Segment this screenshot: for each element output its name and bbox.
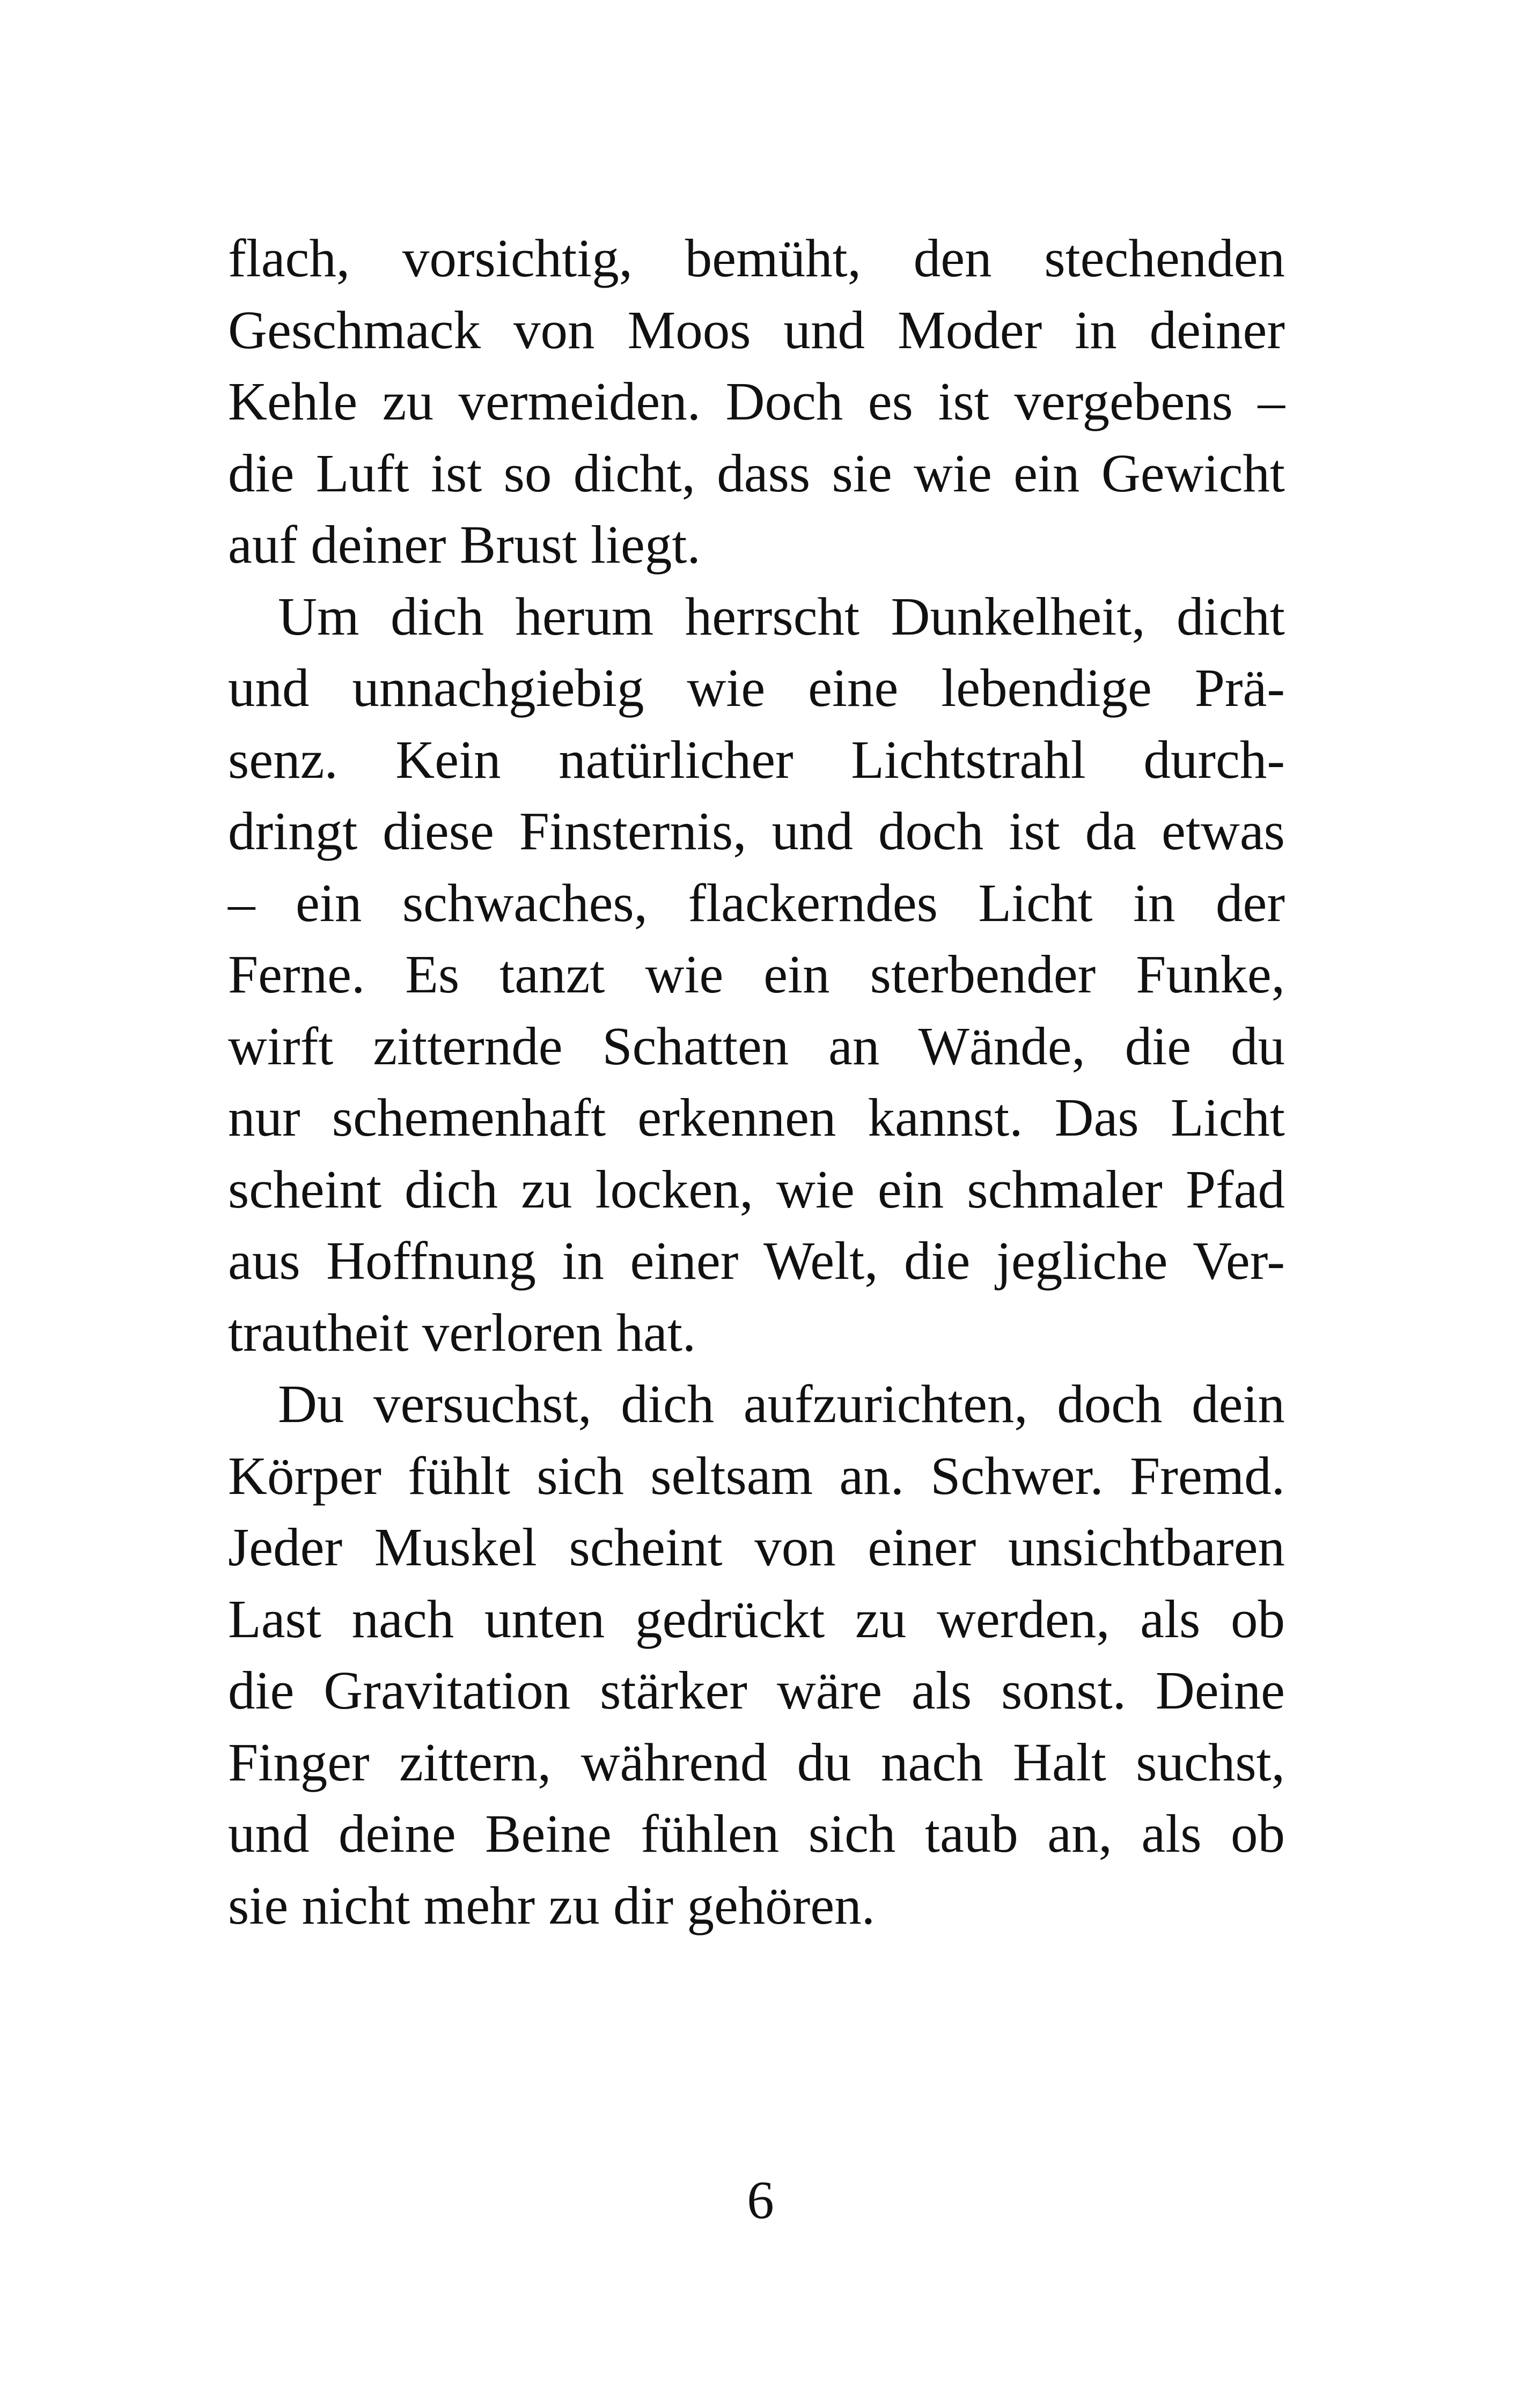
text-line: Du versuchst, dich aufzurichten, doch dein xyxy=(278,1374,1285,1434)
text-line: Jeder Muskel scheint von einer unsichtbaren xyxy=(228,1517,1285,1577)
text-line: Ferne. Es tanzt wie ein sterbender Funke, xyxy=(228,944,1285,1004)
text-line: – ein schwaches, flackerndes Licht in der xyxy=(228,872,1285,933)
body-text xyxy=(228,223,1285,1941)
text-line: und unnachgiebig wie eine lebendige Prä- xyxy=(228,658,1285,718)
text-line: trautheit verloren hat. xyxy=(228,1302,696,1363)
text-line: Geschmack von Moos und Moder in deiner xyxy=(228,299,1285,360)
text-line: flach, vorsichtig, bemüht, den stechenden xyxy=(228,228,1285,288)
text-line: Last nach unten gedrückt zu werden, als ob xyxy=(228,1588,1285,1649)
text-line: wirft zitternde Schatten an Wände, die du xyxy=(228,1015,1285,1076)
text-line: senz. Kein natürlicher Lichtstrahl durch- xyxy=(228,729,1285,790)
text-line: nur schemenhaft erkennen kannst. Das Licht xyxy=(228,1087,1285,1147)
text-line: Um dich herum herrscht Dunkelheit, dicht xyxy=(278,586,1285,646)
text-line: die Gravitation stärker wäre als sonst. Deine xyxy=(228,1660,1285,1720)
paragraph-2 xyxy=(228,581,1285,1369)
text-line: Körper fühlt sich seltsam an. Schwer. Fremd. xyxy=(228,1445,1285,1506)
text-line: und deine Beine fühlen sich taub an, als ob xyxy=(228,1803,1285,1864)
paragraph-3 xyxy=(228,1368,1285,1941)
text-line: Kehle zu vermeiden. Doch es ist vergebens – xyxy=(228,371,1285,431)
text-line: dringt diese Finsternis, und doch ist da etwas xyxy=(228,801,1285,861)
text-line: sie nicht mehr zu dir gehören. xyxy=(228,1875,875,1935)
paragraph-1 xyxy=(228,223,1285,581)
text-line: auf deiner Brust liegt. xyxy=(228,514,701,575)
page-number: 6 xyxy=(747,2170,774,2230)
text-line: scheint dich zu locken, wie ein schmaler Pfad xyxy=(228,1159,1285,1219)
text-line: Finger zittern, während du nach Halt suchst, xyxy=(228,1732,1285,1792)
text-line: die Luft ist so dicht, dass sie wie ein Gewicht xyxy=(228,443,1285,503)
text-line: aus Hoffnung in einer Welt, die jegliche Ver- xyxy=(228,1231,1285,1291)
